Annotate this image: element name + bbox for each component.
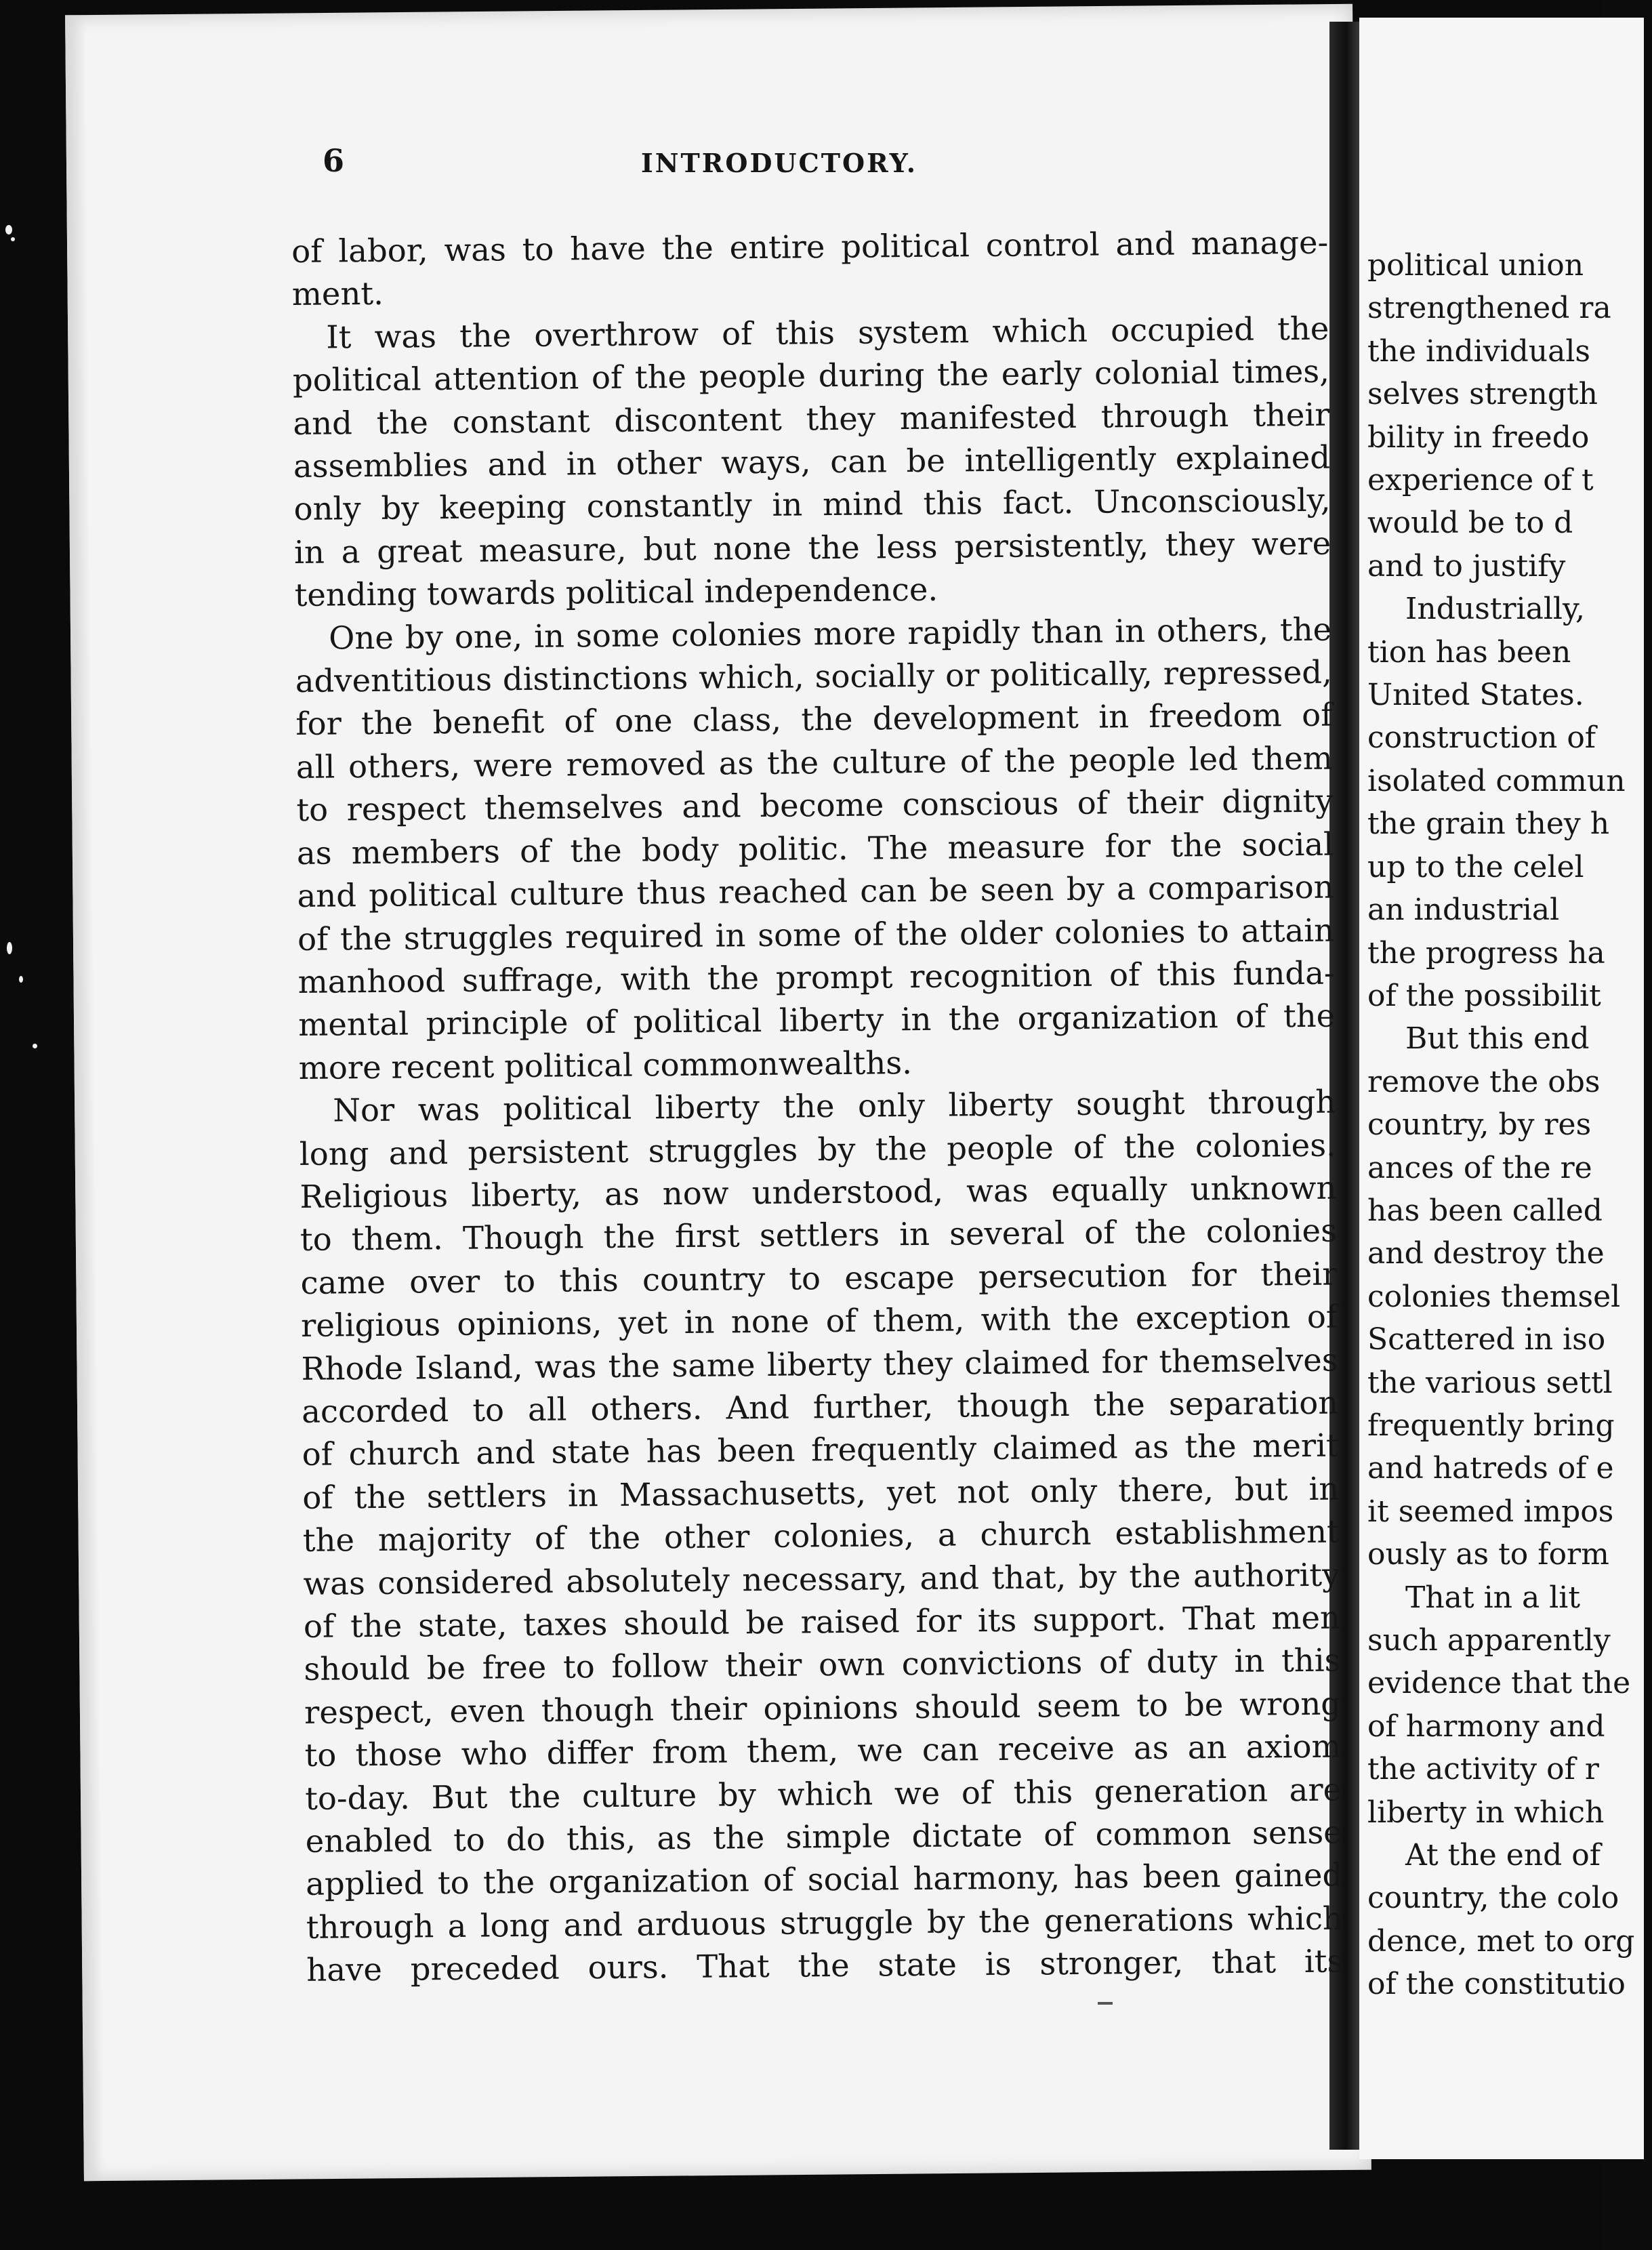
text-line: construction of [1367,720,1596,756]
text-line: That in a lit [1405,1580,1581,1615]
text-line: religious opinions, yet in none of them, with the exception of [300,1298,1338,1345]
text-line: the progress ha [1367,935,1605,970]
text-line: isolated commun [1367,763,1626,798]
text-line: manhood suffrage, with the prompt recognition of this funda- [297,954,1335,1000]
text-line: tending towards political independence. [294,571,938,614]
text-line: tion has been [1367,634,1571,670]
right-page-body [1367,244,1652,2006]
text-line: to-day. But the culture by which we of this generation are [304,1771,1342,1817]
text-line: ously as to form [1367,1537,1609,1572]
text-line: One by one, in some colonies more rapidly than in others, the [329,611,1332,657]
text-line: and hatreds of e [1367,1451,1614,1486]
text-line: an industrial [1367,893,1560,928]
text-line: evidence that the [1367,1666,1631,1701]
text-line: frequently bring [1367,1408,1615,1443]
text-line: was considered absolutely necessary, and that, by the authority [303,1556,1340,1602]
dust-speck [5,225,12,234]
text-line: up to the celel [1367,849,1584,884]
text-line: such apparently [1367,1623,1611,1658]
dust-speck [11,237,15,241]
text-line: of labor, was to have the entire political control and manage- [291,224,1329,270]
text-line: of church and state has been frequently claimed as the merit [302,1427,1339,1473]
text-line: Industrially, [1405,592,1585,627]
text-line: assemblies and in other ways, can be intelligently explained [293,438,1331,485]
text-line: for the benefit of one class, the development in freedom of [295,697,1333,743]
text-line: through a long and arduous struggle by the generations which [306,1900,1344,1946]
text-line: liberty in which [1367,1795,1605,1830]
text-line: to respect themselves and become conscious of their dignity [296,782,1334,829]
text-line: political union [1367,248,1584,283]
text-line: to those who differ from them, we can receive as an axiom [304,1727,1342,1774]
text-line: the activity of r [1367,1752,1599,1787]
text-line: It was the overthrow of this system which occupied the [326,310,1329,356]
text-line: the majority of the other colonies, a church establishment [302,1513,1340,1559]
page-mark [1098,2002,1113,2005]
running-head [251,142,1308,190]
text-line: of harmony and [1367,1709,1605,1744]
page-number: 6 [323,142,345,179]
text-line: have preceded ours. That the state is stronger, that its [306,1942,1344,1989]
text-line: the various settl [1367,1365,1613,1400]
text-line: But this end [1405,1021,1590,1057]
text-line: Scattered in iso [1367,1322,1606,1357]
text-line: all others, were removed as the culture of the people led them [295,739,1334,785]
text-line: Religious liberty, as now understood, was equally unknown [300,1169,1337,1215]
text-line: has been called [1367,1193,1603,1228]
text-line: would be to d [1367,506,1573,541]
text-line: the grain they h [1367,806,1610,842]
text-line: and political culture thus reached can be seen by a comparison [297,868,1334,915]
text-line: to them. Though the first settlers in several of the colonies [300,1212,1338,1259]
text-line: in a great measure, but none the less persistently, they were [293,525,1331,571]
text-line: bility in freedo [1367,420,1590,455]
dust-speck [7,942,12,954]
text-line: of the state, taxes should be raised for its support. That men [303,1599,1341,1645]
text-line: ment. [291,275,384,313]
text-line: accorded to all others. And further, though the separation [301,1384,1339,1430]
text-line: more recent political commonwealths. [298,1044,913,1086]
text-line: long and persistent struggles by the people of the colonies. [299,1126,1337,1172]
text-line: country, by res [1367,1107,1592,1143]
text-line: United States. [1367,678,1584,713]
text-line: At the end of [1405,1838,1601,1873]
text-line: strengthened ra [1367,291,1611,326]
text-line: of the struggles required in some of the older colonies to attain [297,912,1335,958]
text-line: selves strength [1367,377,1598,412]
text-line: as members of the body politic. The measure for the social [296,825,1334,872]
text-line: came over to this country to escape persecution for their [300,1255,1338,1301]
text-line: mental principle of political liberty in the organization of the [297,997,1336,1044]
text-line: applied to the organization of social harmony, has been gained [306,1856,1343,1903]
running-head-title: INTRODUCTORY. [640,148,918,178]
text-line: adventitious distinctions which, socially or politically, repressed, [295,653,1332,700]
text-line: dence, met to org [1367,1923,1635,1959]
text-line: Rhode Island, was the same liberty they claimed for themselves [301,1341,1338,1387]
text-line: the individuals [1367,333,1591,369]
text-line: political attention of the people during the early colonial times, [292,352,1330,399]
text-line: Nor was political liberty the only liberty sought through [333,1083,1336,1129]
dust-speck [33,1044,37,1048]
right-page [1359,18,1644,2159]
text-line: of the constitutio [1367,1967,1626,2002]
dust-speck [19,976,23,983]
text-line: of the settlers in Massachusetts, yet not only there, but in [302,1470,1340,1516]
text-line: and to justify [1367,548,1566,584]
text-line: it seemed impos [1367,1494,1614,1529]
left-page-body [291,222,1344,1992]
text-line: respect, even though their opinions should seem to be wrong [304,1685,1342,1731]
text-line: of the possibilit [1367,978,1601,1013]
text-line: only by keeping constantly in mind this fact. Unconsciously, [293,482,1331,528]
text-line: ances of the re [1367,1150,1592,1185]
text-line: colonies themsel [1367,1279,1621,1314]
text-line: country, the colo [1367,1881,1619,1916]
text-line: and destroy the [1367,1236,1605,1271]
text-line: enabled to do this, as the simple dictate of common sense [305,1814,1342,1860]
text-line: and the constant discontent they manifested through their [293,396,1330,442]
text-line: remove the obs [1367,1064,1601,1099]
text-line: should be free to follow their own convictions of duty in this [304,1641,1341,1688]
text-line: experience of t [1367,463,1594,498]
